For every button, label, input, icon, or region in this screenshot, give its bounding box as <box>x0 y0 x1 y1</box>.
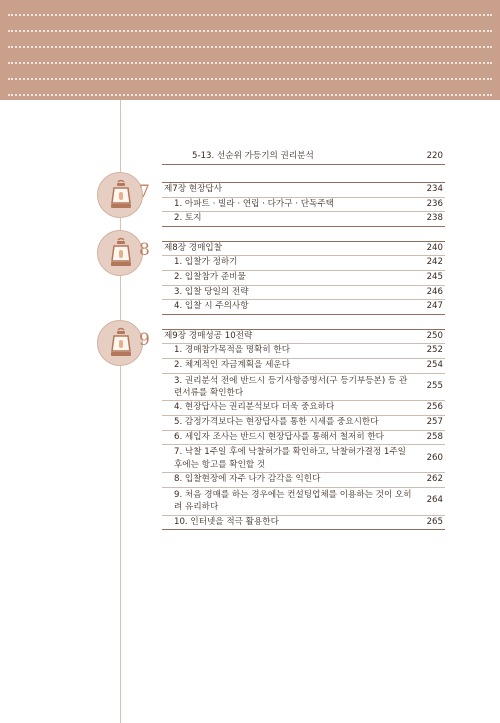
toc-title: 3. 입찰 당일의 전략 <box>174 286 249 297</box>
toc-row[interactable] <box>162 212 445 227</box>
table-of-contents <box>162 150 445 530</box>
toc-page: 250 <box>426 330 443 341</box>
toc-row[interactable] <box>162 300 445 315</box>
toc-row[interactable] <box>162 286 445 301</box>
toc-page: 242 <box>426 257 443 268</box>
lantern-badge <box>97 320 143 366</box>
toc-row[interactable] <box>162 516 445 531</box>
dotted-divider <box>8 46 492 48</box>
toc-page: 236 <box>426 198 443 209</box>
toc-title: 4. 현장답사는 권리분석보다 더욱 중요하다 <box>174 402 335 413</box>
lantern-icon <box>108 179 134 213</box>
toc-row[interactable] <box>162 359 445 374</box>
toc-page: 258 <box>426 431 443 442</box>
toc-title: 8. 입찰현장에 자주 나가 감각을 익힌다 <box>174 474 321 485</box>
toc-page: 246 <box>426 286 443 297</box>
toc-title: 2. 토지 <box>174 213 202 224</box>
chapter-number: 8 <box>139 240 150 260</box>
lantern-icon <box>108 327 134 361</box>
chapter-7-head <box>97 172 157 222</box>
chapter-row[interactable] <box>162 241 445 257</box>
toc-row[interactable] <box>162 198 445 213</box>
lantern-icon <box>108 237 134 271</box>
toc-page: 254 <box>426 359 443 370</box>
toc-title: 10. 인터넷을 적극 활용한다 <box>174 516 279 527</box>
toc-row[interactable] <box>162 374 445 402</box>
toc-page: 245 <box>426 271 443 282</box>
toc-row[interactable] <box>162 271 445 286</box>
header-band <box>0 0 500 100</box>
dotted-divider <box>8 78 492 80</box>
lantern-badge <box>97 172 143 218</box>
toc-row[interactable] <box>162 256 445 271</box>
toc-row[interactable] <box>162 488 445 516</box>
toc-page: 240 <box>426 242 443 253</box>
lantern-badge <box>97 230 143 276</box>
chapter-9-head <box>97 320 157 370</box>
toc-page: 220 <box>426 151 443 162</box>
toc-title: 5. 감정가격보다는 현장답사를 통한 시세를 중요시한다 <box>174 417 379 428</box>
toc-title: 2. 체계적인 자금계획을 세운다 <box>174 359 291 370</box>
toc-page: 262 <box>426 474 443 485</box>
toc-page: 260 <box>426 452 443 463</box>
toc-row[interactable] <box>162 473 445 488</box>
toc-page: 234 <box>426 184 443 194</box>
toc-title: 5-13. 선순위 가등기의 권리분석 <box>192 151 314 162</box>
toc-title: 1. 아파트 · 빌라 · 연립 · 다가구 · 단독주택 <box>174 198 334 209</box>
toc-title: 6. 세입자 조사는 반드시 현장답사를 통해서 철저히 한다 <box>174 431 384 442</box>
chapter-8-head <box>97 230 157 280</box>
toc-page: 238 <box>426 213 443 224</box>
toc-row[interactable] <box>162 150 445 165</box>
toc-page: 264 <box>426 495 443 506</box>
toc-page: 257 <box>426 417 443 428</box>
toc-title: 3. 권리분석 전에 반드시 등기사항증명서(구 등기부등본) 등 관련서류를 확인한다 <box>174 375 408 398</box>
toc-title: 1. 입찰가 정하기 <box>174 257 238 268</box>
toc-row[interactable] <box>162 416 445 431</box>
toc-title: 1. 경매참가목적을 명확히 한다 <box>174 345 291 356</box>
toc-title: 9. 처음 경매를 하는 경우에는 컨설팅업체를 이용하는 것이 오히려 유리하다 <box>174 489 412 513</box>
toc-title: 2. 입찰참가 준비물 <box>174 271 246 282</box>
toc-page: 255 <box>426 381 443 392</box>
chapter-row[interactable] <box>162 329 445 345</box>
toc-row[interactable] <box>162 445 445 473</box>
chapter-title: 제9장 경매성공 10전략 <box>164 330 253 341</box>
dotted-divider <box>8 94 492 96</box>
dotted-divider <box>8 14 492 16</box>
chapter-number: 7 <box>139 182 150 202</box>
toc-page: 252 <box>426 345 443 356</box>
toc-row[interactable] <box>162 431 445 446</box>
chapter-row[interactable] <box>162 182 445 198</box>
toc-page: 247 <box>426 301 443 312</box>
toc-title: 4. 입찰 시 주의사항 <box>174 301 249 312</box>
chapter-title: 제8장 경매입찰 <box>164 242 223 253</box>
dotted-divider <box>8 62 492 64</box>
dotted-divider <box>8 30 492 32</box>
chapter-number: 9 <box>139 330 150 350</box>
toc-row[interactable] <box>162 344 445 359</box>
chapter-title: 제7장 현장답사 <box>164 184 223 194</box>
toc-row[interactable] <box>162 401 445 416</box>
toc-page: 265 <box>426 516 443 527</box>
toc-title: 7. 낙찰 1주일 후에 낙찰허가를 확인하고, 낙찰허가결정 1주일 후에는 항고를 확인할 것 <box>174 447 406 470</box>
toc-page: 256 <box>426 402 443 413</box>
